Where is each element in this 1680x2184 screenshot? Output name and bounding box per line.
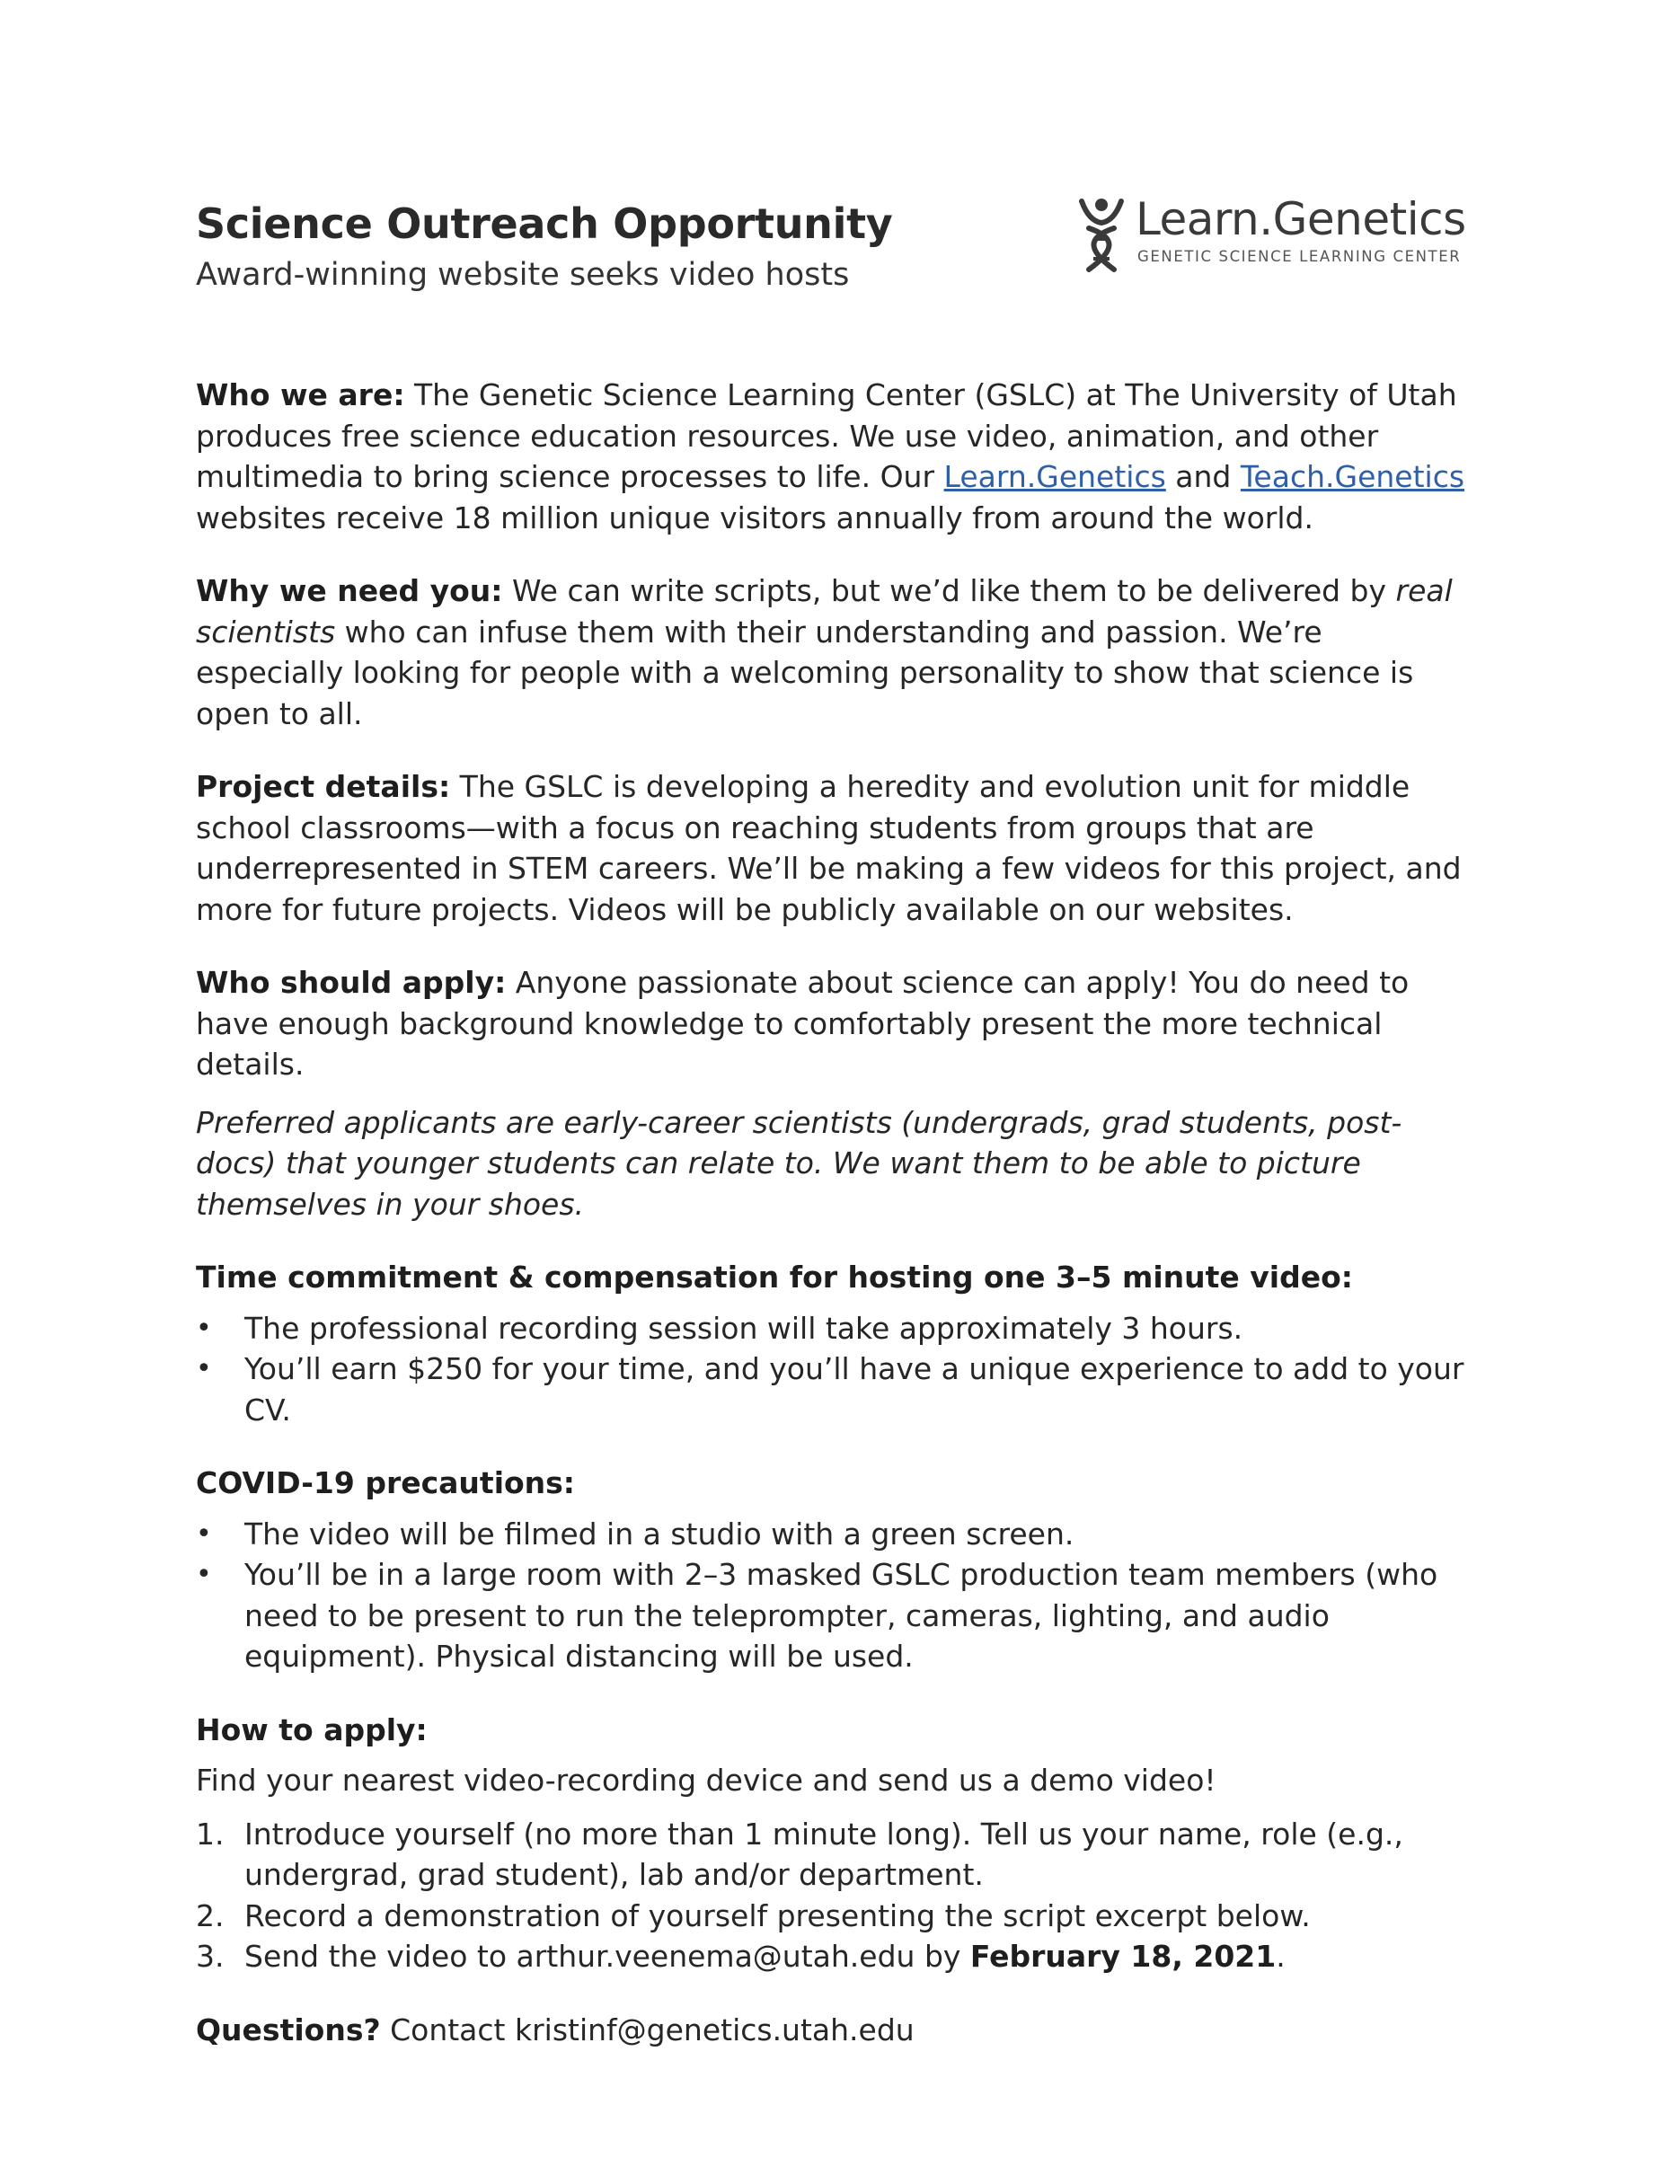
document-body <box>196 375 1472 2050</box>
preferred-applicants-paragraph: Preferred applicants are early-career scientists (undergrads, grad students, post-docs) that younger students can relate to. We want them to be able to picture themselves in your shoes. <box>196 1104 1402 1222</box>
who-we-are-text-end: websites receive 18 million unique visitors annually from around the world. <box>196 500 1313 535</box>
how-to-apply-intro: Find your nearest video-recording device and send us a demo video! <box>196 1763 1216 1798</box>
project-details-paragraph <box>196 766 1472 930</box>
time-commitment-list <box>196 1308 1472 1431</box>
time-commitment-heading: Time commitment & compensation for hosting one 3–5 minute video: <box>196 1260 1353 1295</box>
list-item: • The video will be filmed in a studio with a green screen. <box>196 1514 1472 1555</box>
questions-paragraph <box>196 2010 1472 2051</box>
step-item <box>196 1896 1472 1937</box>
list-item: • The professional recording session will take approximately 3 hours. <box>196 1308 1472 1349</box>
step-number: 3. <box>196 1939 225 1974</box>
why-we-need-you-text: We can write scripts, but we’d like them to be delivered by <box>502 573 1396 608</box>
who-we-are-text: The Genetic Science Learning Center (GSLC) at The University of Utah produces free science education resources. We use video, animation, and other multimedia to bring science processes to life. Our <box>196 377 1457 494</box>
questions-contact: Contact kristinf@genetics.utah.edu <box>380 2012 915 2047</box>
project-details-label: Project details: <box>196 769 451 804</box>
project-details-text: The GSLC is developing a heredity and evolution unit for middle school classrooms—with a focus on reaching students from groups that are underrepresented in STEM careers. We’ll be making a few videos for this project, and more for future projects. Videos will be publicly available on our websites. <box>196 769 1462 927</box>
why-we-need-you-text-end: who can infuse them with their understanding and passion. We’re especially looking for people with a welcoming personality to show that science is open to all. <box>196 614 1414 731</box>
step-text: Introduce yourself (no more than 1 minute long). Tell us your name, role (e.g., undergrad, grad student), lab and/or department. <box>244 1816 1403 1892</box>
step-text-end: . <box>1276 1939 1286 1974</box>
deadline-date: February 18, 2021 <box>969 1939 1277 1974</box>
logo-tagline: GENETIC SCIENCE LEARNING CENTER <box>1137 248 1462 265</box>
document-page <box>196 193 1472 2082</box>
who-we-are-paragraph <box>196 375 1472 538</box>
teach-genetics-link[interactable]: Teach.Genetics <box>1240 459 1465 494</box>
list-item: • You’ll earn $250 for your time, and you’ll have a unique experience to add to your CV. <box>196 1348 1472 1430</box>
covid-heading: COVID-19 precautions: <box>196 1465 576 1500</box>
who-should-apply-text: Anyone passionate about science can apply! You do need to have enough background knowledge to comfortably present the more technical details. <box>196 965 1410 1082</box>
step-number: 2. <box>196 1897 225 1933</box>
who-should-apply-label: Who should apply: <box>196 965 507 1000</box>
how-to-apply-steps <box>196 1814 1472 1977</box>
step-number: 1. <box>196 1816 225 1852</box>
why-we-need-you-paragraph <box>196 570 1472 734</box>
real-scientists-emphasis: real scientists <box>196 573 1453 650</box>
who-should-apply-paragraph <box>196 962 1472 1085</box>
covid-list <box>196 1514 1472 1677</box>
header <box>196 193 1472 331</box>
learn-genetics-logo <box>1076 193 1472 277</box>
list-item: • You’ll be in a large room with 2–3 masked GSLC production team members (who need to be present to run the teleprompter, cameras, lighting, and audio equipment). Physical distancing will be used. <box>196 1554 1472 1677</box>
step-item <box>196 1936 1472 1977</box>
who-we-are-text-and: and <box>1165 459 1241 494</box>
page-title: Science Outreach Opportunity <box>196 199 893 248</box>
step-item <box>196 1814 1472 1896</box>
why-we-need-you-label: Why we need you: <box>196 573 503 608</box>
who-we-are-label: Who we are: <box>196 377 405 412</box>
logo-name: Learn.Genetics <box>1136 193 1466 245</box>
dna-person-icon <box>1076 198 1127 273</box>
questions-label: Questions? <box>196 2012 381 2047</box>
how-to-apply-heading: How to apply: <box>196 1711 428 1747</box>
learn-genetics-link[interactable]: Learn.Genetics <box>943 459 1166 494</box>
step-text: Record a demonstration of yourself presenting the script excerpt below. <box>244 1897 1311 1933</box>
step-text: Send the video to arthur.veenema@utah.edu by <box>244 1939 970 1974</box>
page-subtitle: Award-winning website seeks video hosts <box>196 257 850 293</box>
